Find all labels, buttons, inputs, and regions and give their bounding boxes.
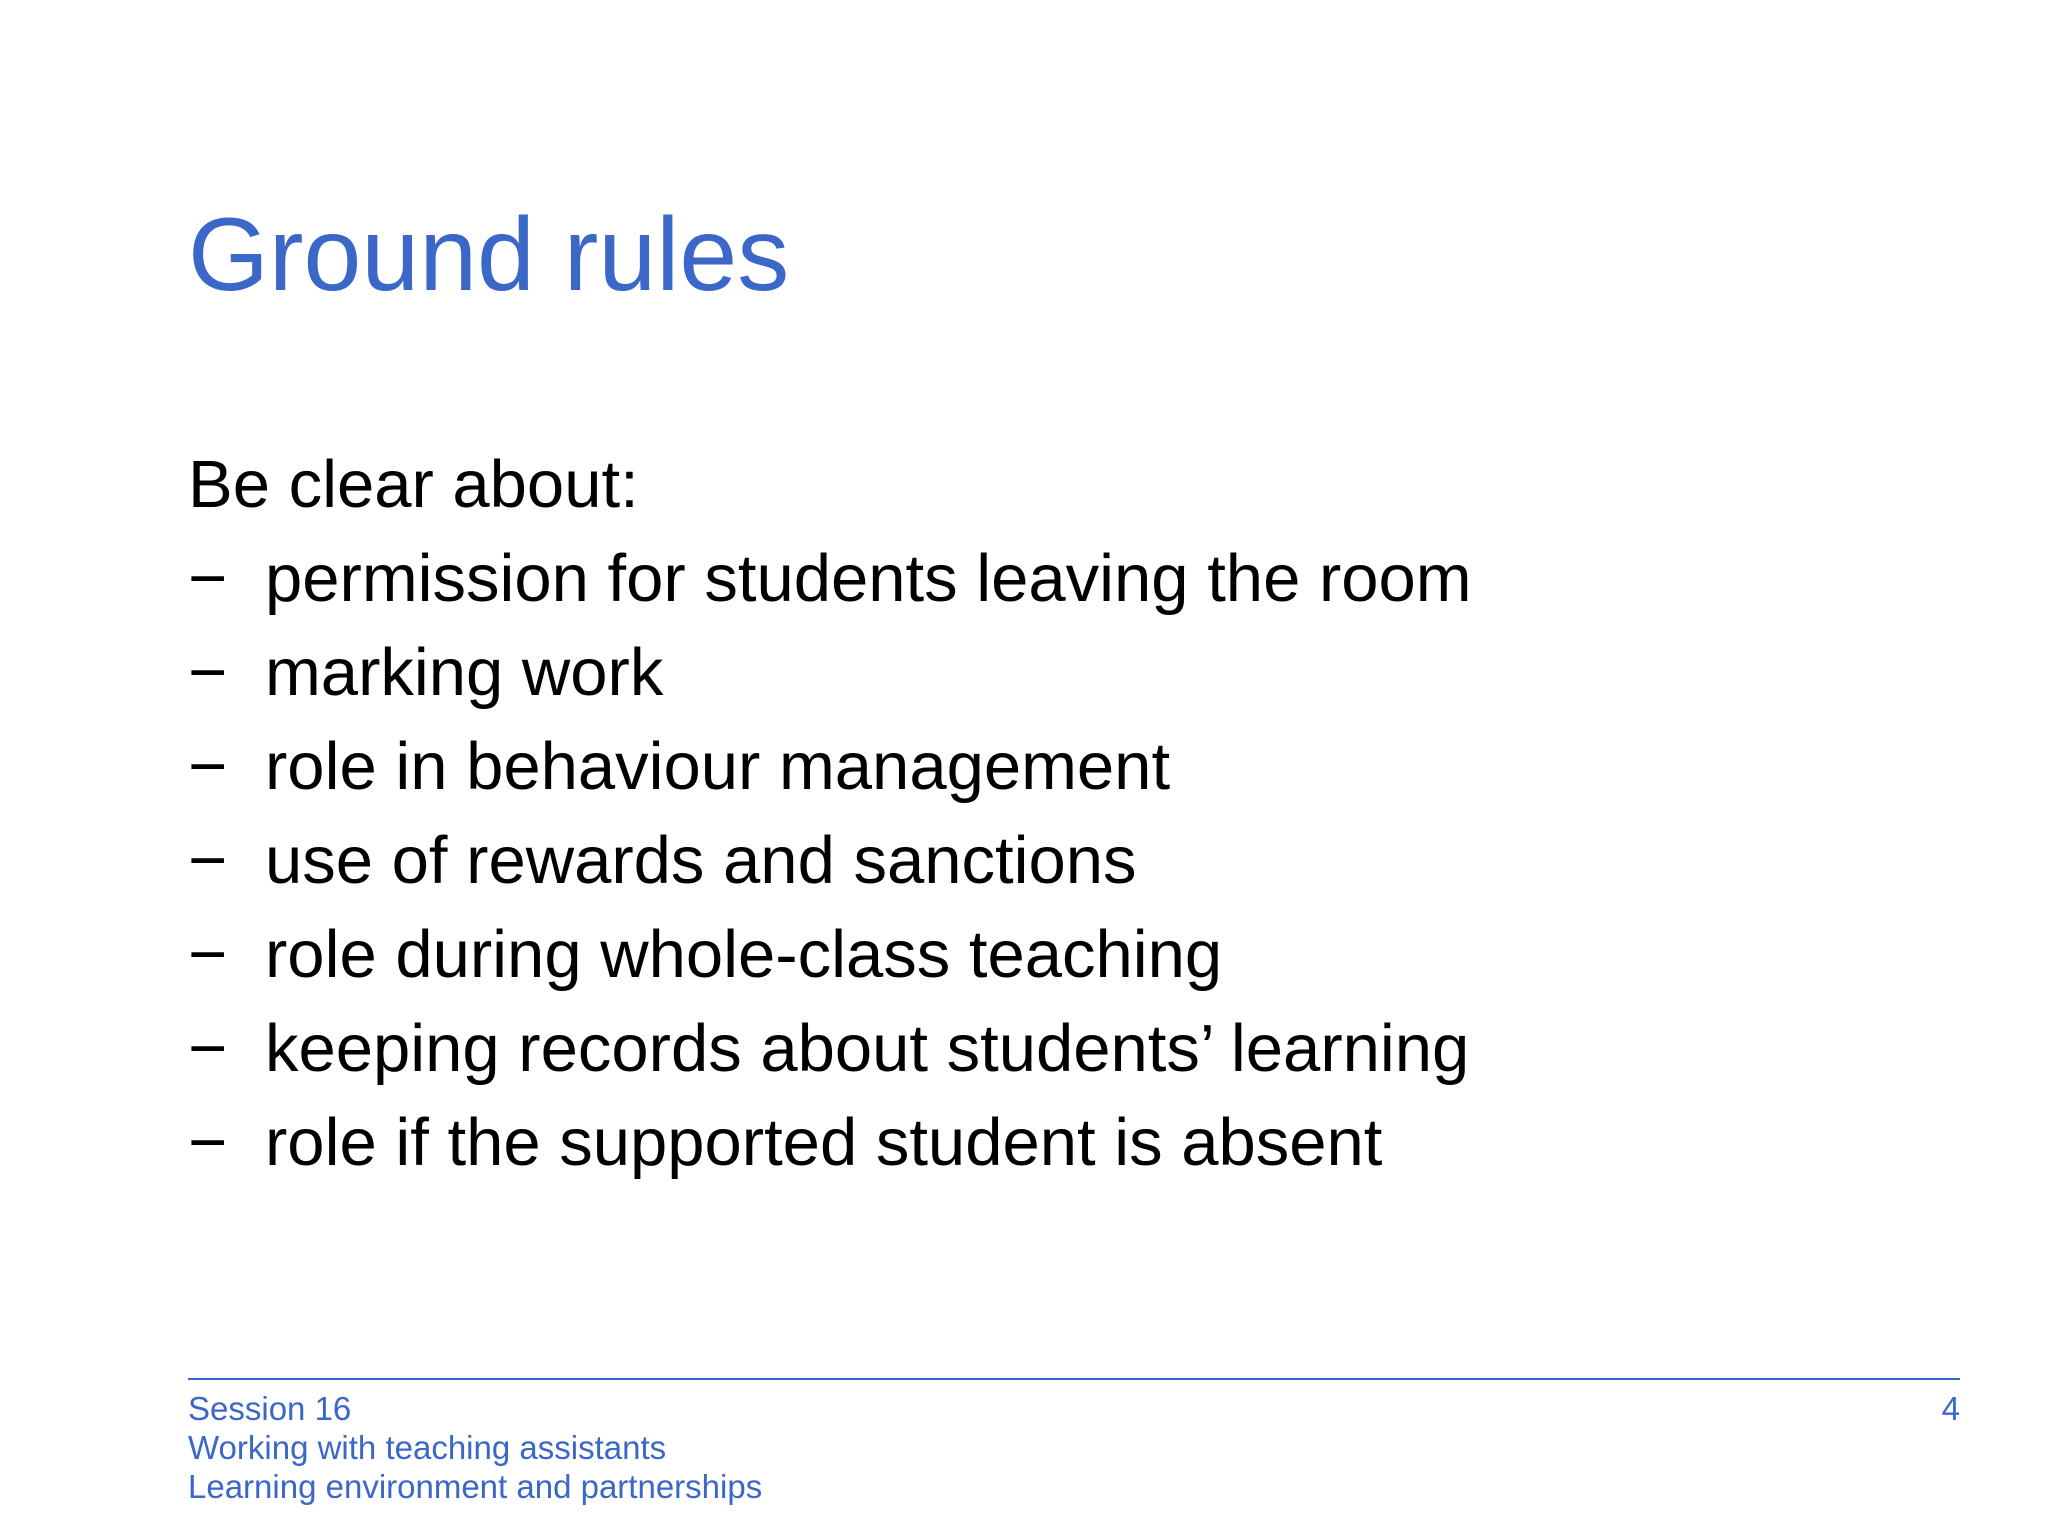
slide-body	[188, 438, 1948, 1190]
bullet-item	[188, 532, 1948, 626]
bullet-text: marking work	[265, 635, 664, 710]
bullet-item	[188, 814, 1948, 908]
footer-topic: Working with teaching assistants	[188, 1429, 667, 1466]
dash-bullet-icon: −	[188, 823, 228, 898]
bullet-text: role if the supported student is absent	[265, 1105, 1383, 1180]
dash-bullet-icon: −	[188, 1105, 228, 1180]
bullet-text: keeping records about students’ learning	[265, 1011, 1470, 1086]
bullet-item	[188, 626, 1948, 720]
bullet-item	[188, 908, 1948, 1002]
footer-divider	[188, 1378, 1960, 1380]
bullet-item	[188, 720, 1948, 814]
bullet-text: role in behaviour management	[265, 729, 1171, 804]
dash-bullet-icon: −	[188, 635, 228, 710]
bullet-text: permission for students leaving the room	[265, 541, 1472, 616]
footer	[188, 1389, 1960, 1506]
page-number: 4	[1941, 1390, 1960, 1427]
intro-text: Be clear about:	[188, 447, 639, 522]
footer-session: Session 16	[188, 1390, 352, 1427]
dash-bullet-icon: −	[188, 541, 228, 616]
dash-bullet-icon: −	[188, 1011, 228, 1086]
bullet-text: use of rewards and sanctions	[265, 823, 1137, 898]
footer-module: Learning environment and partnerships	[188, 1468, 763, 1505]
dash-bullet-icon: −	[188, 729, 228, 804]
bullet-list	[188, 532, 1948, 1190]
bullet-item	[188, 1096, 1948, 1190]
bullet-item	[188, 1002, 1948, 1096]
bullet-text: role during whole-class teaching	[265, 917, 1223, 992]
slide-title: Ground rules	[188, 197, 790, 313]
dash-bullet-icon: −	[188, 917, 228, 992]
